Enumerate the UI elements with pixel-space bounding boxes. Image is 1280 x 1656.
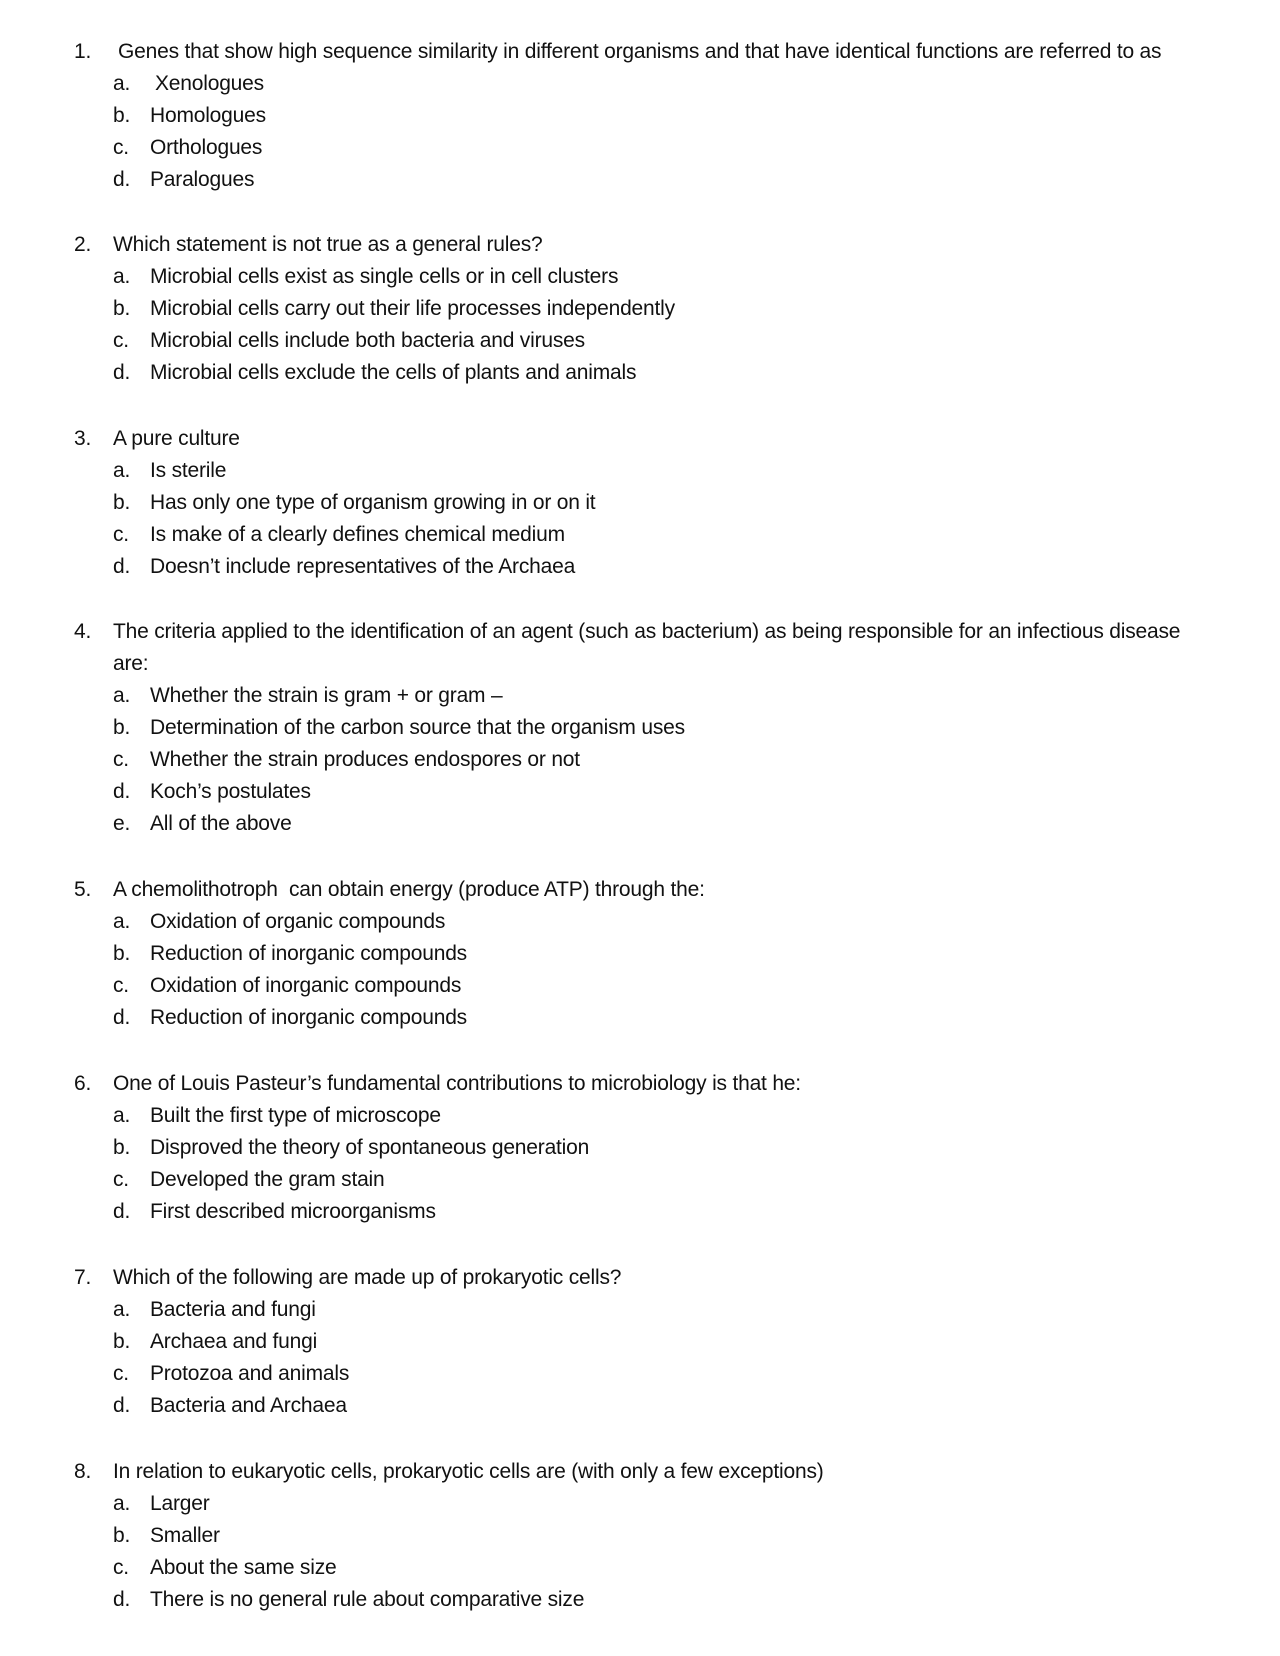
question-text: One of Louis Pasteur’s fundamental contributions to microbiology is that he:: [113, 1072, 801, 1095]
option-text: Reduction of inorganic compounds: [150, 1006, 467, 1029]
question-text: A pure culture: [113, 427, 240, 450]
option-letter: a.: [113, 72, 131, 95]
option-text: Disproved the theory of spontaneous generation: [150, 1136, 590, 1159]
option-a: [0, 261, 1280, 293]
question-text: The criteria applied to the identification of an agent (such as bacterium) as being responsible for an infectious disease are:: [113, 620, 1181, 675]
option-text: Is make of a clearly defines chemical medium: [150, 523, 565, 546]
option-letter: c.: [113, 523, 129, 546]
question-number: 5.: [74, 878, 92, 901]
option-b: [0, 293, 1280, 325]
option-text: Whether the strain is gram + or gram –: [150, 684, 503, 707]
option-letter: b.: [113, 942, 131, 965]
question-number: 8.: [74, 1460, 92, 1483]
option-d: [0, 551, 1280, 583]
option-a: [0, 1100, 1280, 1132]
option-c: [0, 744, 1280, 776]
option-letter: d.: [113, 361, 131, 384]
option-c: [0, 325, 1280, 357]
option-letter: a.: [113, 1104, 131, 1127]
option-b: [0, 1326, 1280, 1358]
question-number: 3.: [74, 427, 92, 450]
option-a: [0, 68, 1280, 100]
option-letter: b.: [113, 1136, 131, 1159]
option-text: Oxidation of inorganic compounds: [150, 974, 462, 997]
option-text: Reduction of inorganic compounds: [150, 942, 467, 965]
option-letter: d.: [113, 1006, 131, 1029]
option-d: [0, 1002, 1280, 1034]
question-number: 7.: [74, 1266, 92, 1289]
option-c: [0, 1164, 1280, 1196]
option-letter: c.: [113, 329, 129, 352]
option-b: [0, 1132, 1280, 1164]
question-text: Which statement is not true as a general rules?: [113, 233, 543, 256]
option-letter: b.: [113, 104, 131, 127]
option-letter: a.: [113, 684, 131, 707]
option-text: Archaea and fungi: [150, 1330, 318, 1353]
option-c: [0, 1358, 1280, 1390]
option-letter: d.: [113, 168, 131, 191]
option-b: [0, 100, 1280, 132]
option-text: Paralogues: [150, 168, 255, 191]
option-text: All of the above: [150, 812, 292, 835]
option-letter: c.: [113, 1168, 129, 1191]
option-text: Smaller: [150, 1524, 220, 1547]
option-b: [0, 938, 1280, 970]
option-c: [0, 132, 1280, 164]
option-e: [0, 808, 1280, 840]
option-d: [0, 357, 1280, 389]
option-letter: c.: [113, 1556, 129, 1579]
option-letter: b.: [113, 1330, 131, 1353]
option-letter: a.: [113, 1298, 131, 1321]
option-text: Oxidation of organic compounds: [150, 910, 446, 933]
option-text: Doesn’t include representatives of the Archaea: [150, 555, 576, 578]
question-number: 2.: [74, 233, 92, 256]
option-text: Xenologues: [155, 72, 264, 95]
option-text: Built the first type of microscope: [150, 1104, 441, 1127]
option-letter: b.: [113, 716, 131, 739]
option-text: Homologues: [150, 104, 266, 127]
option-b: [0, 1520, 1280, 1552]
option-letter: d.: [113, 1394, 131, 1417]
option-text: Determination of the carbon source that the organism uses: [150, 716, 685, 739]
option-letter: b.: [113, 1524, 131, 1547]
option-text: Microbial cells carry out their life processes independently: [150, 297, 675, 320]
option-text: Developed the gram stain: [150, 1168, 385, 1191]
option-letter: c.: [113, 136, 129, 159]
option-text: Whether the strain produces endospores or not: [150, 748, 580, 771]
option-text: Protozoa and animals: [150, 1362, 350, 1385]
option-letter: a.: [113, 459, 131, 482]
question-text: In relation to eukaryotic cells, prokaryotic cells are (with only a few exceptions): [113, 1460, 824, 1483]
option-text: Bacteria and Archaea: [150, 1394, 347, 1417]
option-letter: e.: [113, 812, 131, 835]
option-letter: c.: [113, 1362, 129, 1385]
question-text: A chemolithotroph can obtain energy (produce ATP) through the:: [113, 878, 705, 901]
option-letter: a.: [113, 265, 131, 288]
option-text: First described microorganisms: [150, 1200, 436, 1223]
option-b: [0, 712, 1280, 744]
question-text: Which of the following are made up of prokaryotic cells?: [113, 1266, 622, 1289]
option-a: [0, 1294, 1280, 1326]
option-letter: b.: [113, 491, 131, 514]
option-text: Larger: [150, 1492, 210, 1515]
option-letter: b.: [113, 297, 131, 320]
option-text: Orthologues: [150, 136, 263, 159]
option-d: [0, 1584, 1280, 1616]
option-text: Bacteria and fungi: [150, 1298, 316, 1321]
option-c: [0, 519, 1280, 551]
option-d: [0, 776, 1280, 808]
option-text: About the same size: [150, 1556, 337, 1579]
option-b: [0, 487, 1280, 519]
option-a: [0, 455, 1280, 487]
option-letter: c.: [113, 974, 129, 997]
question-text: Genes that show high sequence similarity in different organisms and that have identical functions are referred to as: [118, 40, 1162, 63]
option-letter: a.: [113, 910, 131, 933]
option-c: [0, 970, 1280, 1002]
option-letter: c.: [113, 748, 129, 771]
option-text: Microbial cells exist as single cells or in cell clusters: [150, 265, 619, 288]
option-letter: d.: [113, 780, 131, 803]
option-letter: a.: [113, 1492, 131, 1515]
option-text: Microbial cells include both bacteria and viruses: [150, 329, 585, 352]
option-a: [0, 906, 1280, 938]
question-number: 4.: [74, 620, 92, 643]
option-d: [0, 1390, 1280, 1422]
option-text: Has only one type of organism growing in or on it: [150, 491, 596, 514]
question-number: 6.: [74, 1072, 92, 1095]
option-d: [0, 164, 1280, 196]
option-a: [0, 680, 1280, 712]
option-d: [0, 1196, 1280, 1228]
option-text: There is no general rule about comparative size: [150, 1588, 585, 1611]
option-letter: d.: [113, 1200, 131, 1223]
option-text: Is sterile: [150, 459, 227, 482]
option-c: [0, 1552, 1280, 1584]
question-number: 1.: [74, 40, 92, 63]
option-text: Koch’s postulates: [150, 780, 311, 803]
option-a: [0, 1488, 1280, 1520]
option-letter: d.: [113, 1588, 131, 1611]
option-letter: d.: [113, 555, 131, 578]
option-text: Microbial cells exclude the cells of plants and animals: [150, 361, 637, 384]
